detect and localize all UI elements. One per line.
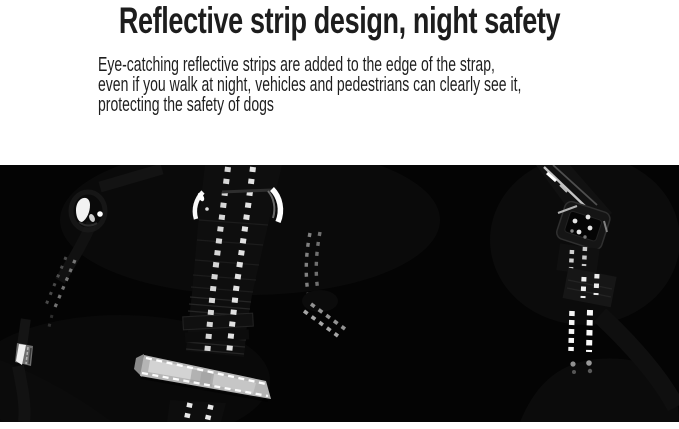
description-line: even if you walk at night, vehicles and pedestrians can clearly see it, — [98, 74, 522, 96]
description-text — [98, 55, 521, 115]
center-strap-below-strip — [167, 400, 226, 422]
description-line: protecting the safety of dogs — [98, 94, 274, 116]
page-title: Reflective strip design, night safety — [118, 0, 561, 41]
harness-night-photo — [0, 165, 679, 422]
description-line: Eye-catching reflective strips are added to the edge of the strap, — [98, 54, 495, 76]
product-photo — [0, 165, 679, 422]
